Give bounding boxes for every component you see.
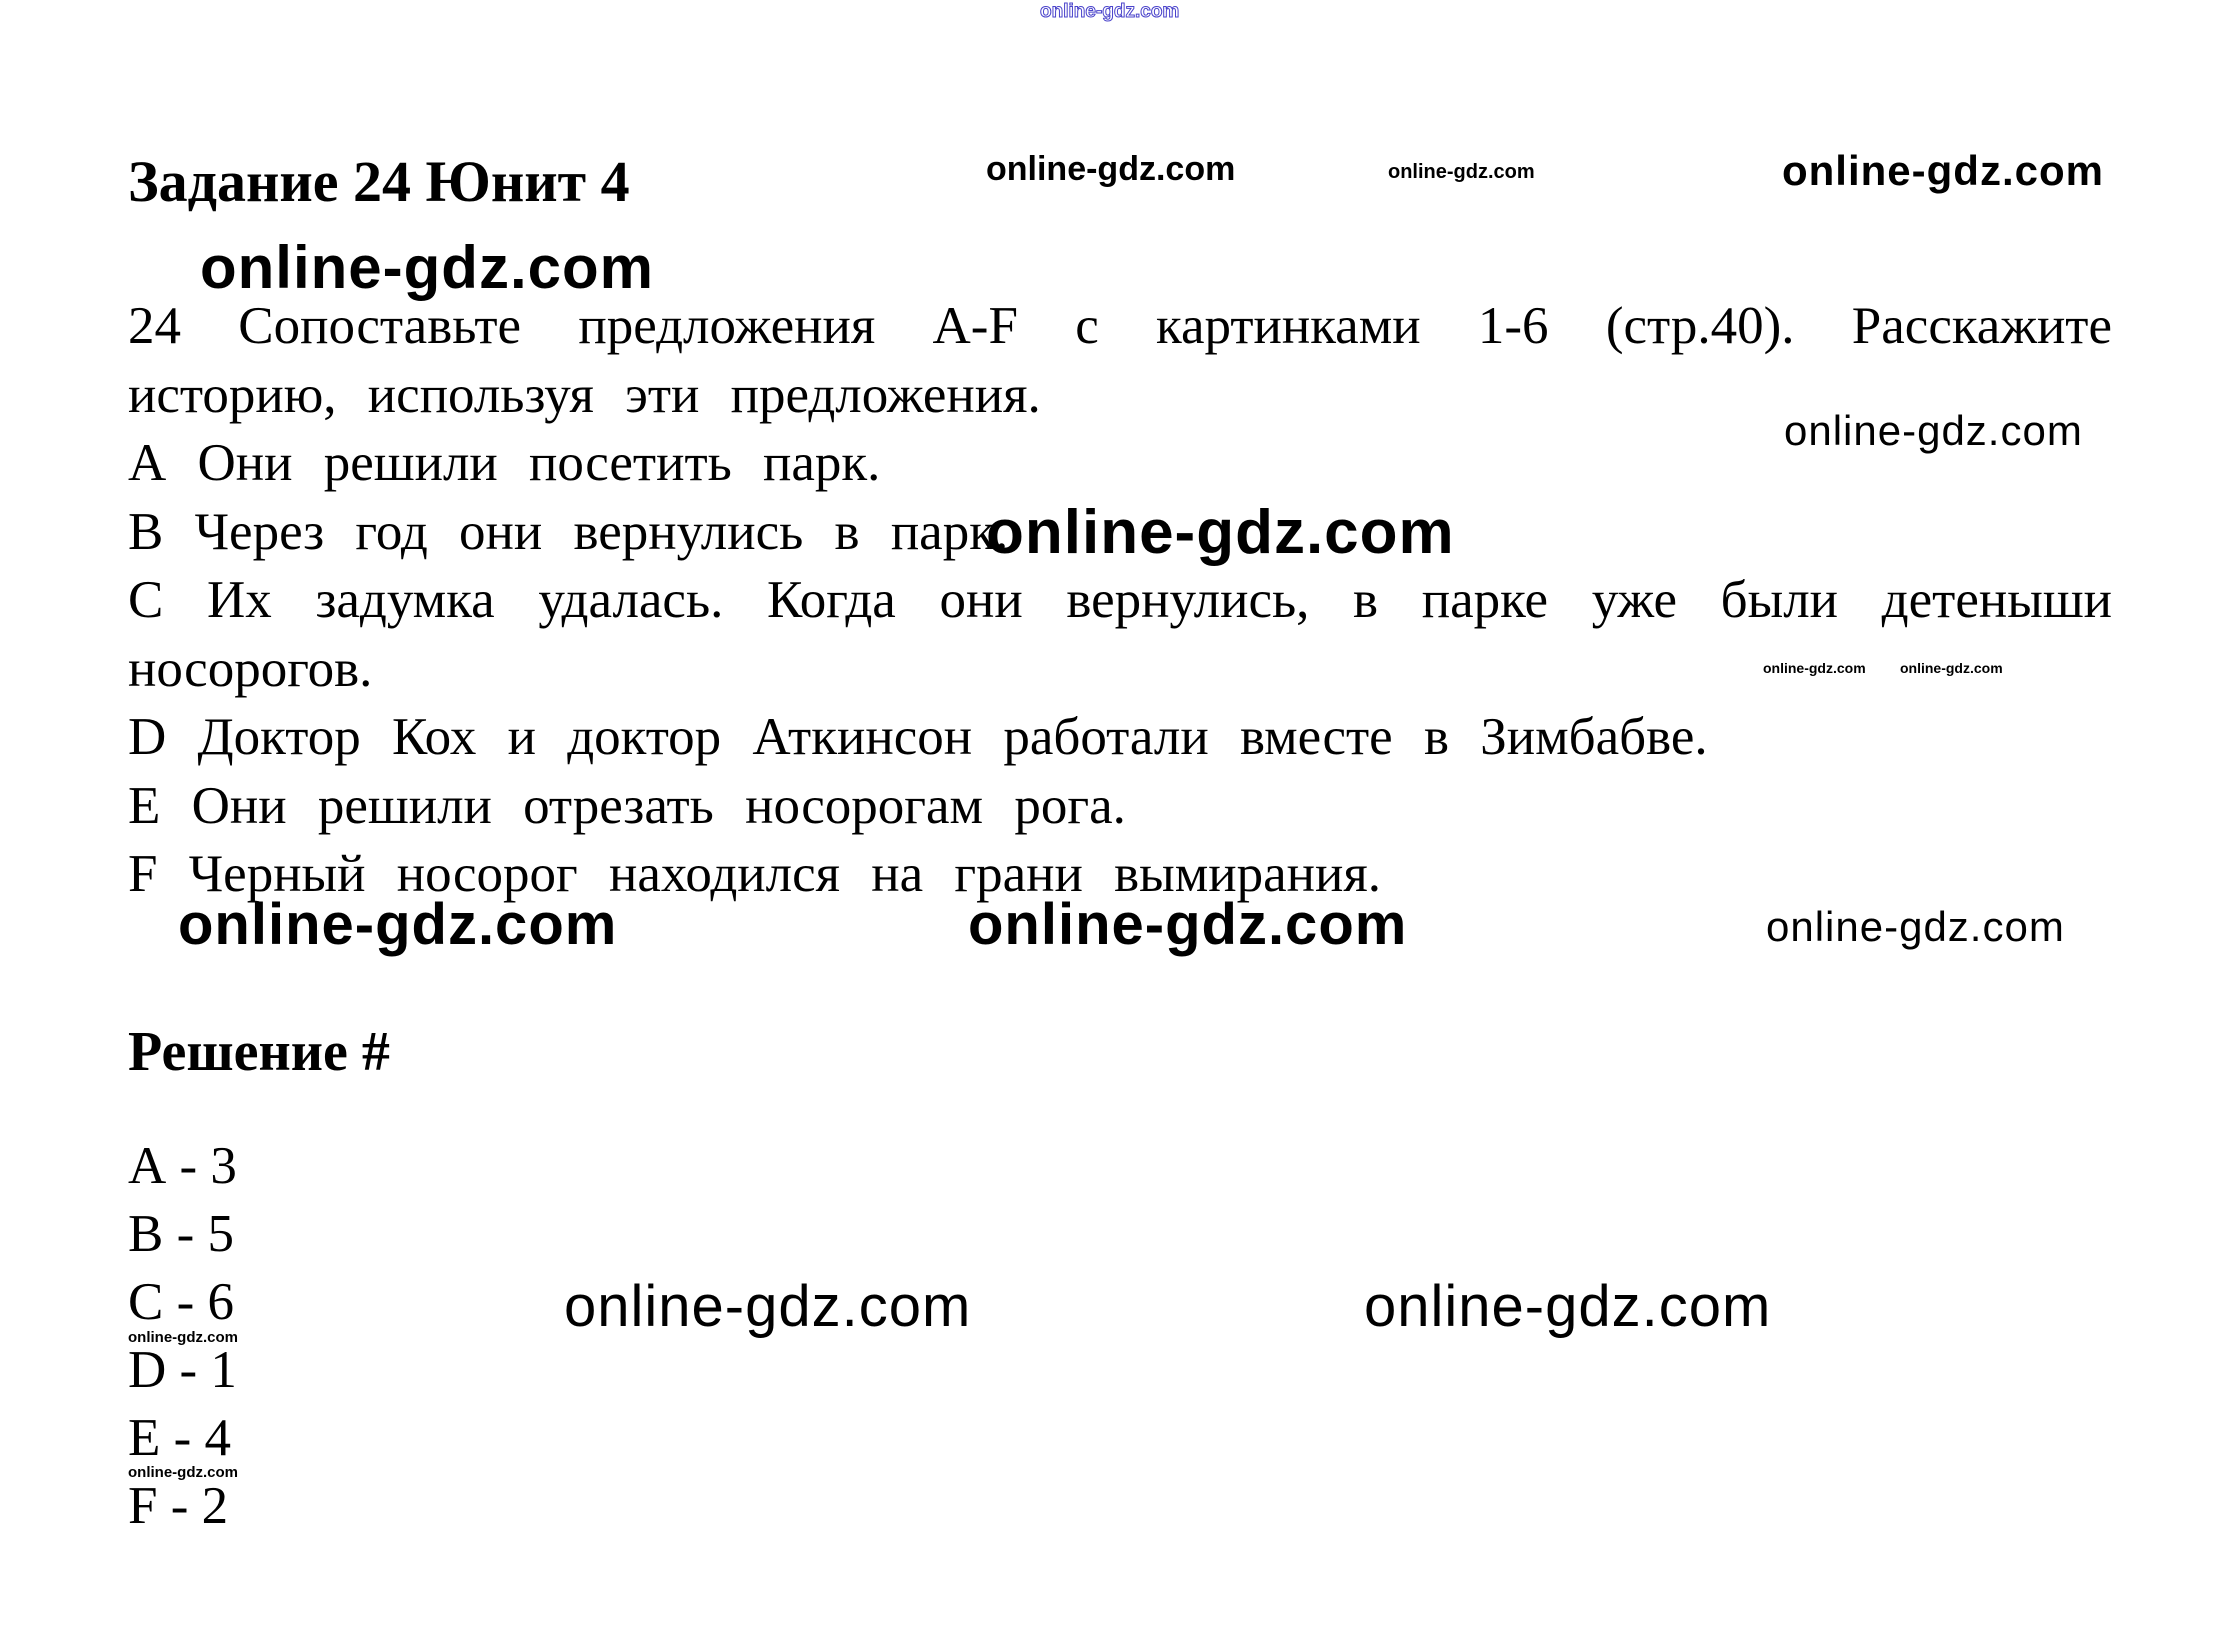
answer-d: D - 1 — [128, 1341, 237, 1399]
task-line-1: 24 Сопоставьте предложения А-F с картинками 1-6 (стр.40). Расскажите — [128, 297, 2112, 355]
answer-c: С - 6 — [128, 1273, 234, 1331]
watermark-online-gdz-row1-large: online-gdz.com — [1782, 147, 2104, 194]
watermark-online-gdz-row2-left: online-gdz.com — [178, 892, 618, 957]
watermark-online-gdz-tiny-2: online-gdz.com — [1900, 660, 2003, 676]
task-sentence-a: А Они решили посетить парк. — [128, 434, 881, 492]
watermark-online-gdz-row1-small: online-gdz.com — [1388, 161, 1535, 183]
task-sentence-b: В Через год они вернулись в парк. — [128, 502, 1009, 561]
watermark-online-gdz-right-mid: online-gdz.com — [1784, 407, 2083, 454]
watermark-online-gdz-answers-right: online-gdz.com — [1364, 1274, 1772, 1339]
task-sentence-e: Е Они решили отрезать носорогам рога. — [128, 776, 1126, 835]
task-text-block — [128, 292, 2112, 909]
task-sentence-f: F Черный носорог находился на грани вымирания. — [128, 845, 1382, 903]
answer-b: В - 5 — [128, 1205, 234, 1263]
watermark-online-gdz-inline-big: online-gdz.com — [986, 498, 1455, 567]
watermark-online-gdz-answers-tiny-1: online-gdz.com — [128, 1329, 238, 1346]
task-sentence-c-line-2: носорогов. — [128, 639, 373, 698]
watermark-online-gdz-answers-tiny-2: online-gdz.com — [128, 1464, 238, 1481]
task-sentence-d: D Доктор Кох и доктор Аткинсон работали вместе в Зимбабве. — [128, 708, 1708, 766]
watermark-online-gdz-top: online-gdz.com — [1040, 1, 1180, 22]
watermark-online-gdz-row1-medium: online-gdz.com — [986, 150, 1236, 188]
solution-heading: Решение # — [128, 1021, 390, 1083]
watermark-online-gdz-answers-center: online-gdz.com — [564, 1274, 972, 1339]
task-sentence-c-line-1: С Их задумка удалась. Когда они вернулись, в парке уже были детеныши — [128, 571, 2112, 629]
page-title: Задание 24 Юнит 4 — [128, 149, 630, 214]
answer-f: F - 2 — [128, 1477, 229, 1535]
answer-e: Е - 4 — [128, 1409, 232, 1467]
answer-a: А - 3 — [128, 1137, 237, 1195]
task-line-2: историю, используя эти предложения. — [128, 365, 1041, 424]
watermark-online-gdz-under-title: online-gdz.com — [200, 234, 654, 301]
watermark-online-gdz-row2-center: online-gdz.com — [968, 892, 1408, 957]
watermark-online-gdz-row2-right: online-gdz.com — [1766, 903, 2065, 950]
watermark-online-gdz-tiny-1: online-gdz.com — [1763, 660, 1866, 676]
